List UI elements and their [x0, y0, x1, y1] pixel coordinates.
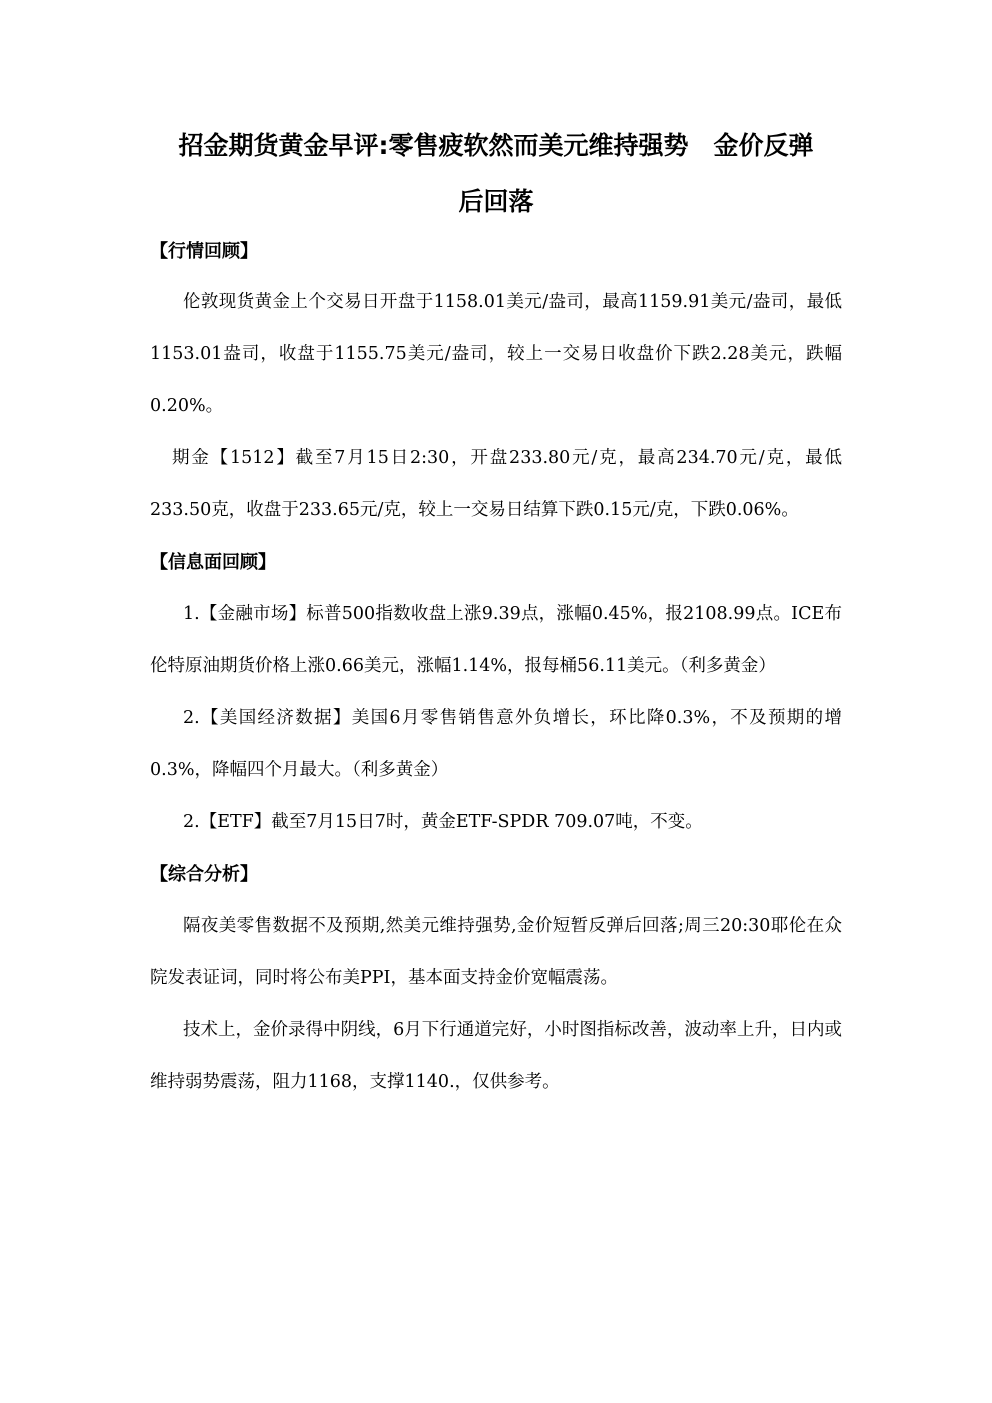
- section-heading-news-review: 【信息面回顾】: [150, 552, 276, 573]
- title-line-2: 后回落: [458, 187, 534, 216]
- paragraph-overnight-analysis: 隔夜美零售数据不及预期,然美元维持强势,金价短暂反弹后回落;周三20:30耶伦在众院发表证词，同时将公布美PPI，基本面支持金价宽幅震荡。: [150, 916, 842, 988]
- paragraph-technical-analysis: 技术上，金价录得中阴线，6月下行通道完好，小时图指标改善，波动率上升，日内或维持弱势震荡，阻力1168，支撑1140.，仅供参考。: [150, 1020, 842, 1092]
- paragraph-gold-futures: 期金【1512】截至7月15日2:30，开盘233.80元/克，最高234.70元/克，最低233.50克，收盘于233.65元/克，较上一交易日结算下跌0.15元/克，下跌0.06%。: [150, 448, 842, 520]
- section-heading-analysis: 【综合分析】: [150, 864, 258, 885]
- paragraph-etf: 2.【ETF】截至7月15日7时，黄金ETF-SPDR 709.07吨，不变。: [183, 812, 703, 832]
- section-heading-market-review: 【行情回顾】: [150, 241, 258, 262]
- paragraph-london-spot-gold: 伦敦现货黄金上个交易日开盘于1158.01美元/盎司，最高1159.91美元/盎司，最低1153.01盎司，收盘于1155.75美元/盎司，较上一交易日收盘价下跌2.28美元，跌幅0.20%。: [150, 292, 842, 416]
- paragraph-financial-market: 1.【金融市场】标普500指数收盘上涨9.39点，涨幅0.45%，报2108.99点。ICE布伦特原油期货价格上涨0.66美元，涨幅1.14%，报每桶56.11美元。（利多黄金）: [150, 604, 842, 676]
- paragraph-us-economic-data: 2.【美国经济数据】美国6月零售销售意外负增长，环比降0.3%，不及预期的增0.3%，降幅四个月最大。（利多黄金）: [150, 708, 842, 780]
- document-title: [150, 118, 842, 230]
- title-line-1: 招金期货黄金早评:零售疲软然而美元维持强势 金价反弹: [178, 131, 814, 160]
